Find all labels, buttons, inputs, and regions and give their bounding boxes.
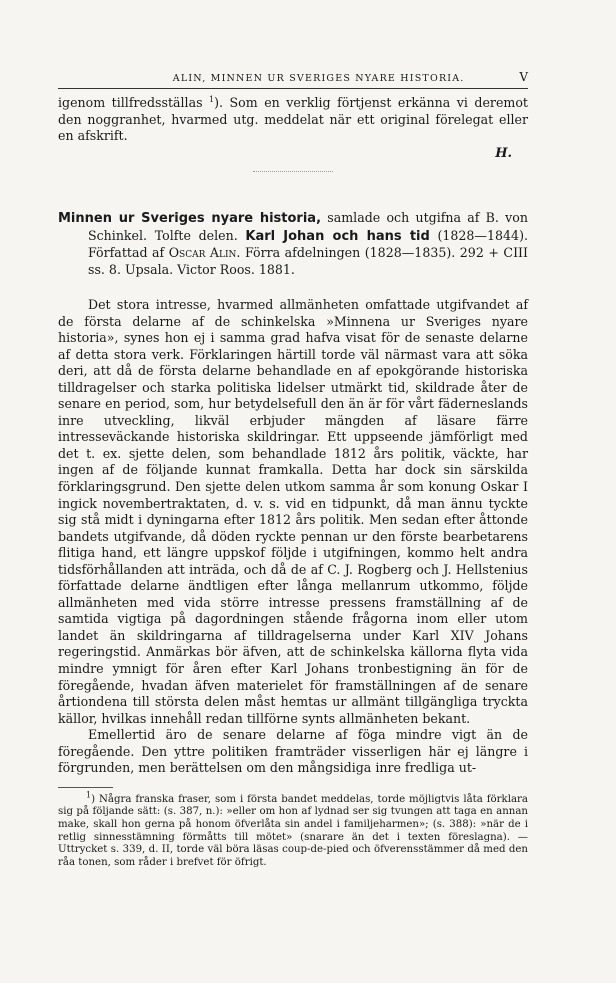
document-page xyxy=(58,70,528,869)
review-heading: Minnen ur Sveriges nyare historia, samlade och utgifna af B. von Schinkel. Tolfte delen. Karl Johan och hans tid (1828—1844). Författad af Oscar Alin. Förra afdelningen (1828—1835). 292 + CIII ss. 8. Upsala. Victor Roos. 1881. xyxy=(58,209,528,278)
footnote-ref: 1 xyxy=(209,94,215,104)
footnote-rule xyxy=(58,787,113,788)
footnote-number: 1 xyxy=(86,790,92,800)
footnote: $^1$) Några franska fraser, som i första bandet meddelas, torde möjligtvis låta förklara sig på följande sätt: (s. 387, n.): »eller om hon af lydnad ser sig tvungen att taga en annan make, skall hon gerna på honom öfverlåta sin andel i familjeharmen»; (s. 388): »när de i retlig sinnesstämning förmåtts till mötet» (snarare än det i texten föreslagna). — Uttrycket s. 339, d. II, torde väl böra läsas coup-de-pied och öfverensstämmer då med den råa tonen, som råder i brefvet för öfrigt. xyxy=(58,790,528,868)
article-paragraph-1: Det stora intresse, hvarmed allmänheten omfattade utgifvandet af de första delarne af de schinkelska »Minnena ur Sveriges nyare historia», synes hon ej i samma grad hafva visat för de senaste delarne af detta stora verk. Förklaringen härtill torde väl närmast vara att söka deri, att då de första delarne behandlade en af epokgörande historiska tilldragelser och starka politiska lidelser utmärkt tid, skildrade åter de senare en period, som, hur betydelsefull den än är för vårt fäderneslands inre utveckling, likväl erbjuder mängden af läsare färre intresseväckande historiska skildringar. Ett uppseende jämförligt med det t. ex. sjette delen, som behandlade 1812 års politik, väckte, har ingen af de följande kunnat framkalla. Detta har dock sin särskilda förklaringsgrund. Den sjette delen utkom samma år som konung Oskar I ingick novembertraktaten, d. v. s. vid en tidpunkt, då man ännu tyckte sig stå midt i dyningarna efter 1812 års politik. Men sedan efter åttonde bandets utgifvande, då döden ryckte pennan ur den förste bearbetarens flitiga hand, ett längre uppskof följde i utgifningen, kommo helt andra tidsförhållanden att inträda, och då de af C. J. Rogberg och J. Hellstenius författade delarne ändtligen efter långa mellanrum utkommo, följde allmänheten med vida större intresse pressens framställning af de samtida vigtiga på dagordningen stående frågorna inom eller utom landet än skildringarna af tilldragelserna under Karl XIV Johans regeringstid. Anmärkas bör äfven, att de schinkelska källorna flyta vida mindre ymnigt för åren efter Karl Johans tronbestigning än för de föregående, hvadan äfven materielet för framställningen af de senare årtiondena till största delen måst hemtas ur allmänt tillgängliga tryckta källor, hvilkas innehåll redan tillförne synts allmänheten bekant. xyxy=(58,296,528,726)
article-paragraph-2: Emellertid äro de senare delarne af föga mindre vigt än de föregående. Den yttre politiken framträder visserligen här ej längre i förgrunden, men berättelsen om den mångsidiga inre fredliga ut- xyxy=(58,727,528,776)
intro-paragraph: igenom tillfredsställas $^1$). Som en verklig förtjenst erkänna vi deremot den noggranhet, hvarmed utg. meddelat när ett original förelegat eller en afskrift. xyxy=(58,94,528,144)
signature: H. xyxy=(495,145,512,161)
running-head-title: ALIN, MINNEN UR SVERIGES NYARE HISTORIA. xyxy=(172,73,465,84)
page-number: V xyxy=(519,70,528,84)
section-separator xyxy=(253,171,333,172)
author-name: Oscar Alin xyxy=(168,245,237,261)
running-head xyxy=(58,70,528,89)
part-title: Karl Johan och hans tid xyxy=(245,228,430,244)
book-title: Minnen ur Sveriges nyare historia, xyxy=(58,210,322,226)
